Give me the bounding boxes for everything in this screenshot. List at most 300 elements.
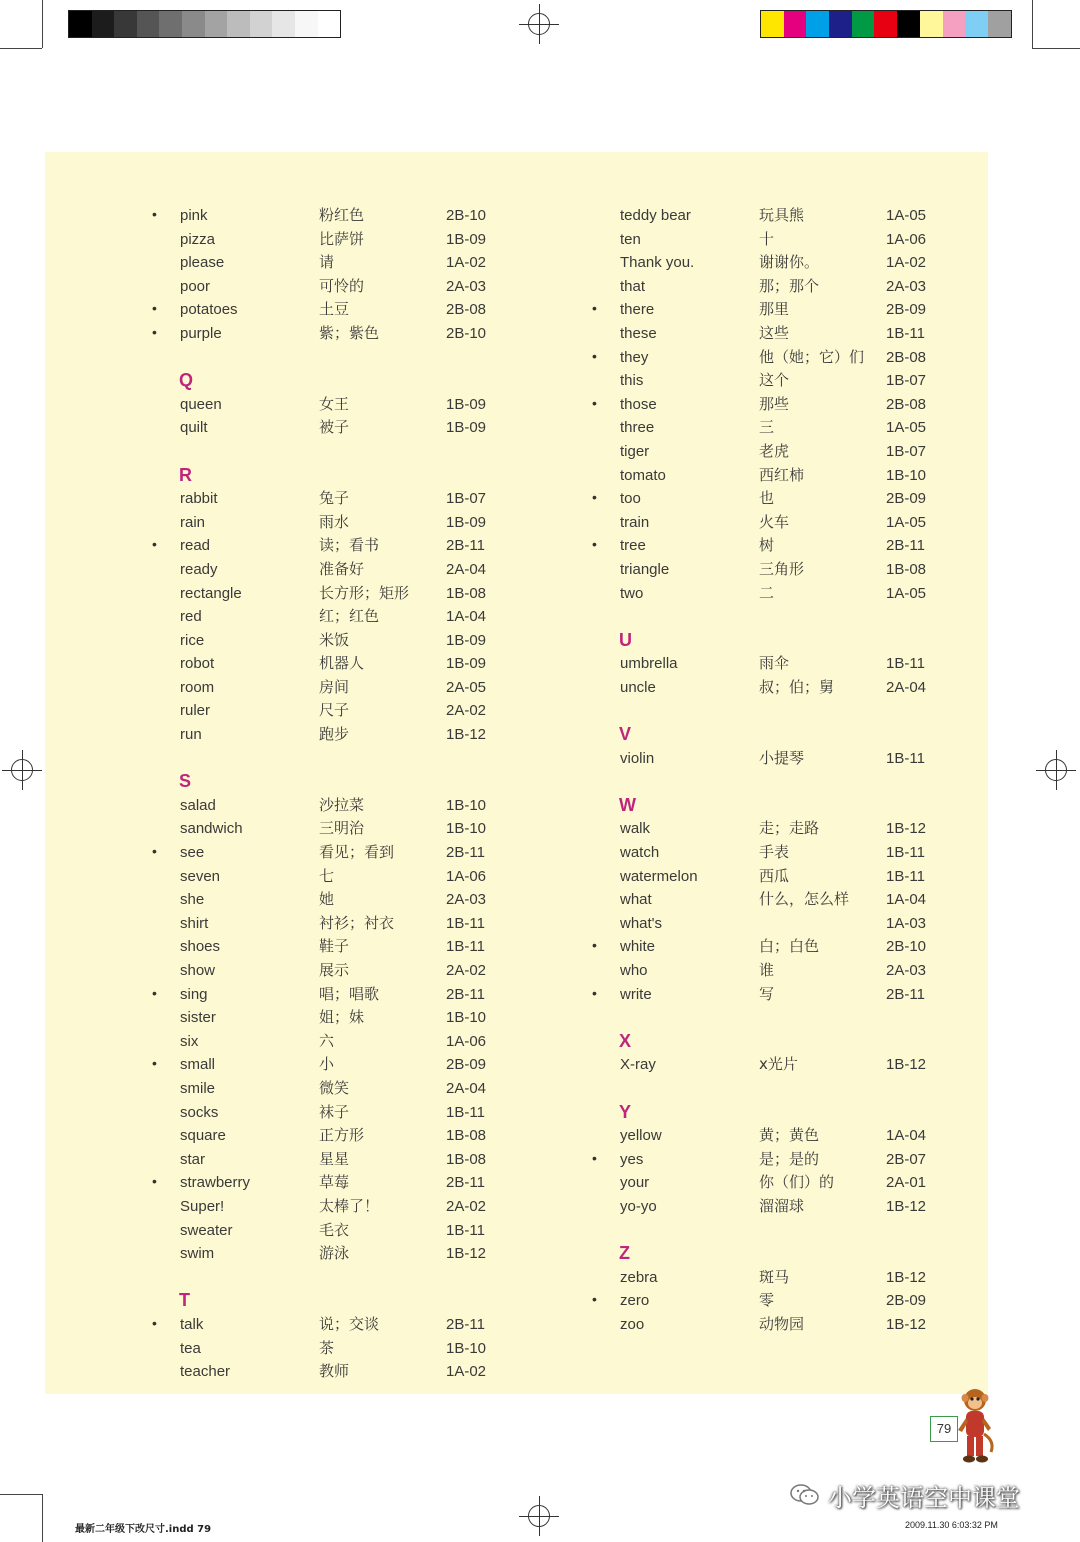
english-word: your: [620, 1174, 650, 1192]
chinese-meaning: 跑步: [319, 725, 350, 744]
chinese-meaning: 他（她；它）们: [759, 347, 865, 366]
unit-code: 2B-09: [886, 490, 927, 508]
english-word: square: [180, 1127, 226, 1145]
unit-code: 1B-10: [446, 820, 487, 838]
vocab-entry: [605, 322, 925, 346]
vocab-entry: [165, 865, 487, 889]
unit-code: 1B-08: [446, 1127, 487, 1145]
english-word: potatoes: [180, 301, 238, 319]
section-gap: [165, 346, 193, 370]
chinese-meaning: 兔子: [319, 489, 350, 508]
english-word: she: [180, 891, 205, 909]
chinese-meaning: 唱；唱歌: [319, 984, 380, 1003]
vocab-entry: [165, 1195, 487, 1219]
unit-code: 2B-10: [446, 324, 487, 342]
color-swatch: [806, 11, 829, 37]
english-word: walk: [620, 820, 651, 838]
unit-code: 2B-11: [446, 1174, 485, 1192]
vocab-entry: [165, 605, 487, 629]
chinese-meaning: 鞋子: [319, 937, 350, 956]
letter-heading: X: [619, 1030, 632, 1051]
vocab-entry: [165, 1148, 487, 1172]
new-word-marker-icon: •: [152, 300, 157, 317]
english-word: show: [180, 962, 216, 979]
chinese-meaning: 走；走路: [759, 819, 820, 838]
unit-code: 2B-09: [446, 1056, 487, 1074]
english-word: robot: [180, 655, 215, 673]
chinese-meaning: 袜子: [319, 1102, 350, 1121]
gray-swatch: [205, 11, 228, 37]
unit-code: 2B-11: [446, 844, 485, 862]
vocab-entry: [605, 511, 927, 535]
english-word: three: [620, 419, 655, 437]
english-word: queen: [180, 395, 222, 413]
english-word: ruler: [180, 702, 211, 720]
vocab-entry: [605, 275, 927, 299]
new-word-marker-icon: •: [152, 323, 157, 340]
color-swatch: [874, 11, 897, 37]
vocab-entry: [592, 534, 925, 558]
vocab-entry: [152, 1313, 485, 1337]
unit-code: 1A-02: [446, 1363, 487, 1381]
unit-code: 2B-08: [886, 348, 927, 366]
crop-mark: [1032, 0, 1033, 48]
english-word: triangle: [620, 560, 670, 578]
chinese-meaning: 小提琴: [759, 748, 805, 767]
chinese-meaning: 毛衣: [319, 1220, 350, 1239]
vocab-entry: [165, 1219, 485, 1243]
chinese-meaning: 准备好: [319, 559, 365, 578]
registration-mark-left: [2, 750, 42, 790]
vocab-entry: [605, 747, 925, 771]
vocab-entry: [605, 1195, 927, 1219]
english-word: teddy bear: [620, 207, 691, 224]
unit-code: 2A-03: [446, 277, 487, 295]
color-swatch: [988, 11, 1011, 37]
vocab-entry: [165, 794, 487, 818]
new-word-marker-icon: •: [592, 347, 597, 364]
chinese-meaning: 三角形: [759, 559, 805, 578]
chinese-meaning: 斑马: [759, 1267, 790, 1286]
english-word: pizza: [180, 230, 216, 248]
letter-heading: T: [179, 1290, 190, 1311]
new-word-marker-icon: •: [592, 300, 597, 317]
chinese-meaning: 请: [319, 253, 335, 272]
chinese-meaning: 西红柿: [759, 465, 805, 484]
vocab-entry: [165, 1101, 485, 1125]
unit-code: 1A-02: [886, 254, 927, 272]
chinese-meaning: 三: [759, 418, 775, 437]
english-word: socks: [180, 1103, 219, 1121]
english-word: they: [620, 348, 649, 366]
unit-code: 2A-02: [446, 962, 487, 979]
english-word: rain: [180, 513, 206, 531]
english-word: sweater: [180, 1221, 233, 1239]
chinese-meaning: 火车: [759, 512, 790, 531]
section-gap: [605, 1006, 636, 1030]
chinese-meaning: 沙拉菜: [319, 795, 365, 814]
chinese-meaning: 女王: [319, 394, 350, 413]
unit-code: 2B-09: [886, 301, 927, 319]
vocab-entry: [605, 959, 927, 983]
vocab-entry: [605, 1053, 927, 1077]
vocab-entry: [152, 841, 485, 865]
english-word: zoo: [620, 1315, 645, 1333]
english-word: strawberry: [180, 1174, 251, 1192]
letter-heading: U: [619, 629, 632, 650]
vocab-entry: [605, 841, 925, 865]
english-word: too: [620, 490, 641, 508]
vocab-entry: [605, 464, 927, 488]
letter-heading: W: [619, 794, 636, 815]
english-word: tomato: [620, 466, 666, 484]
unit-code: 2B-09: [886, 1292, 927, 1310]
color-calibration-strip: [760, 10, 1012, 38]
unit-code: 1B-12: [446, 726, 487, 744]
print-timestamp: 2009.11.30 6:03:32 PM: [905, 1520, 998, 1530]
new-word-marker-icon: •: [592, 489, 597, 506]
color-swatch: [761, 11, 784, 37]
chinese-meaning: 正方形: [319, 1126, 365, 1145]
english-word: rectangle: [180, 584, 242, 602]
vocab-entry: [165, 1337, 487, 1361]
unit-code: 1A-03: [886, 914, 927, 932]
unit-code: 1B-12: [886, 820, 927, 838]
english-word: uncle: [620, 678, 656, 696]
gray-swatch: [182, 11, 205, 37]
chinese-meaning: 小: [319, 1055, 335, 1074]
unit-code: 1B-11: [446, 914, 485, 932]
english-word: rice: [180, 631, 205, 649]
gray-swatch: [295, 11, 318, 37]
unit-code: 1B-09: [446, 631, 487, 649]
english-word: smile: [180, 1079, 216, 1097]
section-gap: [165, 747, 193, 771]
english-word: sandwich: [180, 820, 243, 838]
chinese-meaning: 她: [319, 890, 335, 909]
color-swatch: [920, 11, 943, 37]
chinese-meaning: 你（们）的: [759, 1173, 835, 1192]
english-word: rabbit: [180, 490, 218, 508]
vocab-entry: [152, 534, 485, 558]
new-word-marker-icon: •: [152, 1055, 157, 1072]
vocab-entry: [605, 1266, 927, 1290]
chinese-meaning: 姐；妹: [319, 1008, 365, 1027]
unit-code: 2A-02: [446, 1197, 487, 1215]
vocab-entry: [605, 1313, 927, 1337]
english-word: swim: [180, 1245, 215, 1263]
unit-code: 1A-05: [886, 419, 927, 437]
chinese-meaning: 衬衫；衬衣: [319, 913, 395, 932]
gray-swatch: [159, 11, 182, 37]
unit-code: 1B-08: [886, 560, 927, 578]
unit-code: 1B-10: [446, 1339, 487, 1357]
chinese-meaning: 手表: [759, 843, 790, 862]
new-word-marker-icon: •: [592, 394, 597, 411]
english-word: yo-yo: [620, 1197, 657, 1215]
vocab-entry: [605, 1124, 927, 1148]
english-word: this: [620, 372, 644, 390]
chinese-meaning: 三明治: [319, 819, 365, 838]
english-word: pink: [180, 207, 208, 224]
vocab-entry: [605, 369, 927, 393]
gray-swatch: [114, 11, 137, 37]
english-word: yes: [620, 1150, 644, 1168]
english-word: ten: [620, 230, 641, 248]
section-gap: [605, 1219, 636, 1243]
vocab-entry: [152, 1053, 487, 1077]
unit-code: 1B-11: [446, 1221, 485, 1239]
registration-mark-right: [1036, 750, 1076, 790]
unit-code: 2B-08: [446, 301, 487, 319]
vocab-entry: [605, 204, 927, 228]
gray-swatch: [137, 11, 160, 37]
unit-code: 1A-06: [446, 867, 487, 885]
chinese-meaning: 零: [759, 1291, 775, 1310]
unit-code: 2A-02: [446, 702, 487, 720]
section-gap: [605, 699, 636, 723]
chinese-meaning: 西瓜: [759, 866, 790, 885]
section-gap: [605, 1077, 636, 1101]
english-word: seven: [180, 867, 221, 885]
new-word-marker-icon: •: [592, 984, 597, 1001]
chinese-meaning: 六: [319, 1031, 335, 1050]
chinese-meaning: 紫；紫色: [319, 323, 380, 342]
english-word: purple: [180, 324, 222, 342]
vocab-entry: [165, 487, 487, 511]
chinese-meaning: 什么，怎么样: [759, 890, 850, 909]
english-word: Thank you.: [620, 254, 695, 272]
chinese-meaning: 尺子: [319, 701, 350, 720]
english-word: shirt: [180, 914, 209, 932]
unit-code: 1B-10: [446, 1009, 487, 1027]
chinese-meaning: 叔；伯；舅: [759, 677, 835, 696]
chinese-meaning: 树: [759, 536, 775, 555]
vocab-entry: [605, 676, 927, 700]
english-word: there: [620, 301, 655, 319]
english-word: who: [620, 962, 648, 979]
chinese-meaning: 七: [319, 866, 335, 885]
unit-code: 1B-12: [886, 1315, 927, 1333]
english-word: shoes: [180, 938, 221, 956]
vocab-entry: [152, 983, 485, 1007]
chinese-meaning: 雨水: [319, 512, 350, 531]
crop-mark: [42, 1494, 43, 1542]
letter-heading: Y: [619, 1101, 632, 1122]
chinese-meaning: 长方形；矩形: [319, 583, 410, 602]
english-word: write: [620, 985, 652, 1003]
vocab-entry: [605, 582, 927, 606]
chinese-meaning: 茶: [319, 1338, 335, 1357]
page-number: 79: [930, 1416, 958, 1442]
vocab-entry: [165, 251, 487, 275]
english-word: what's: [620, 914, 663, 932]
unit-code: 2A-04: [886, 678, 927, 696]
vocab-entry: [165, 723, 487, 747]
unit-code: 1B-07: [886, 372, 927, 390]
english-word: white: [620, 938, 656, 956]
unit-code: 2B-11: [886, 985, 925, 1003]
vocab-entry: [592, 393, 927, 417]
chinese-meaning: 比萨饼: [319, 229, 365, 248]
english-word: run: [180, 726, 202, 744]
chinese-meaning: 微笑: [319, 1078, 350, 1097]
english-word: yellow: [620, 1127, 662, 1145]
new-word-marker-icon: •: [152, 843, 157, 860]
english-word: quilt: [180, 419, 208, 437]
color-swatch: [829, 11, 852, 37]
color-swatch: [897, 11, 920, 37]
letter-heading: V: [619, 724, 632, 745]
english-word: talk: [180, 1315, 204, 1333]
unit-code: 1B-12: [886, 1197, 927, 1215]
vocab-entry: [605, 888, 927, 912]
english-word: those: [620, 395, 657, 413]
new-word-marker-icon: •: [592, 937, 597, 954]
vocab-entry: [165, 1006, 487, 1030]
section-gap: [605, 770, 636, 794]
unit-code: 1B-11: [446, 938, 485, 956]
crop-mark: [42, 0, 43, 48]
chinese-meaning: 溜溜球: [759, 1196, 805, 1215]
vocab-entry: [592, 487, 927, 511]
chinese-meaning: 也: [759, 489, 775, 508]
english-word: six: [180, 1032, 199, 1050]
unit-code: 1B-09: [446, 395, 487, 413]
new-word-marker-icon: •: [152, 536, 157, 553]
chinese-meaning: 看见；看到: [319, 843, 395, 862]
crop-mark: [0, 1494, 42, 1495]
color-swatch: [943, 11, 966, 37]
vocab-entry: [165, 652, 487, 676]
chinese-meaning: 二: [759, 583, 775, 602]
chinese-meaning: 写: [759, 984, 775, 1003]
crop-mark: [1032, 48, 1080, 49]
gray-swatch: [227, 11, 250, 37]
unit-code: 2A-03: [886, 962, 927, 979]
vocab-entry: [605, 440, 927, 464]
unit-code: 1A-04: [446, 608, 487, 626]
chinese-meaning: 这些: [759, 323, 790, 342]
vocab-entry: [152, 204, 487, 228]
english-word: tea: [180, 1339, 201, 1357]
unit-code: 2A-05: [446, 678, 487, 696]
english-word: poor: [180, 277, 211, 295]
english-word: see: [180, 844, 205, 862]
vocab-entry: [605, 558, 927, 582]
unit-code: 1B-10: [446, 796, 487, 814]
chinese-meaning: 玩具熊: [759, 206, 805, 224]
wechat-icon: [790, 1483, 820, 1507]
english-word: sister: [180, 1009, 216, 1027]
vocab-entry: [165, 582, 487, 606]
english-word: X-ray: [620, 1056, 656, 1074]
unit-code: 1A-02: [446, 254, 487, 272]
vocabulary-column-right: [592, 204, 927, 1337]
unit-code: 2A-04: [446, 560, 487, 578]
vocab-entry: [165, 676, 487, 700]
chinese-meaning: 老虎: [759, 441, 790, 460]
section-gap: [165, 1266, 193, 1290]
unit-code: 2B-11: [446, 985, 485, 1003]
vocab-entry: [605, 652, 925, 676]
chinese-meaning: x光片: [759, 1055, 798, 1074]
unit-code: 1B-09: [446, 655, 487, 673]
unit-code: 1B-11: [886, 844, 925, 862]
unit-code: 1B-10: [886, 466, 927, 484]
vocab-entry: [165, 629, 487, 653]
english-word: read: [180, 537, 211, 555]
unit-code: 2A-03: [886, 277, 927, 295]
english-word: teacher: [180, 1363, 231, 1381]
gray-swatch: [92, 11, 115, 37]
registration-mark-top: [519, 4, 559, 44]
chinese-meaning: 说；交谈: [319, 1314, 380, 1333]
vocab-entry: [592, 983, 925, 1007]
unit-code: 1A-06: [446, 1032, 487, 1050]
vocab-entry: [165, 275, 487, 299]
section-gap: [165, 440, 193, 464]
vocab-entry: [165, 959, 487, 983]
unit-code: 1A-04: [886, 891, 927, 909]
chinese-meaning: 红；红色: [319, 607, 380, 626]
unit-code: 1A-04: [886, 1127, 927, 1145]
vocab-entry: [605, 1171, 927, 1195]
vocab-entry: [165, 817, 487, 841]
english-word: sing: [180, 985, 208, 1003]
unit-code: 1A-05: [886, 207, 927, 224]
english-word: two: [620, 584, 644, 602]
vocab-entry: [165, 935, 485, 959]
unit-code: 1A-05: [886, 584, 927, 602]
monkey-mascot-icon: [955, 1386, 997, 1466]
new-word-marker-icon: •: [592, 1149, 597, 1166]
english-word: umbrella: [620, 655, 678, 673]
gray-swatch: [272, 11, 295, 37]
unit-code: 2B-11: [446, 537, 485, 555]
color-swatch: [852, 11, 875, 37]
unit-code: 2A-01: [886, 1174, 927, 1192]
gray-swatch: [318, 11, 341, 37]
vocab-entry: [165, 416, 487, 440]
vocab-entry: [592, 935, 927, 959]
unit-code: 1B-12: [886, 1268, 927, 1286]
chinese-meaning: 十: [759, 229, 775, 248]
english-word: tree: [620, 537, 646, 555]
chinese-meaning: 星星: [319, 1149, 350, 1168]
unit-code: 1B-11: [886, 655, 925, 673]
vocab-entry: [165, 888, 487, 912]
english-word: star: [180, 1150, 206, 1168]
registration-mark-bottom: [519, 1496, 559, 1536]
gray-swatch: [250, 11, 273, 37]
chinese-meaning: 粉红色: [319, 206, 365, 224]
english-word: red: [180, 608, 202, 626]
chinese-meaning: 米饭: [319, 630, 350, 649]
unit-code: 1B-11: [886, 324, 925, 342]
chinese-meaning: 土豆: [319, 300, 350, 319]
vocab-entry: [165, 228, 487, 252]
file-slug: 最新二年级下改尺寸.indd 79: [75, 1524, 212, 1535]
vocab-entry: [165, 1030, 487, 1054]
letter-heading: R: [179, 464, 192, 485]
unit-code: 2B-10: [886, 938, 927, 956]
vocab-entry: [152, 322, 487, 346]
unit-code: 2B-11: [886, 537, 925, 555]
watermark-text: 小学英语空中课堂: [828, 1484, 1020, 1512]
grayscale-calibration-strip: [68, 10, 341, 38]
unit-code: 1B-07: [446, 490, 487, 508]
